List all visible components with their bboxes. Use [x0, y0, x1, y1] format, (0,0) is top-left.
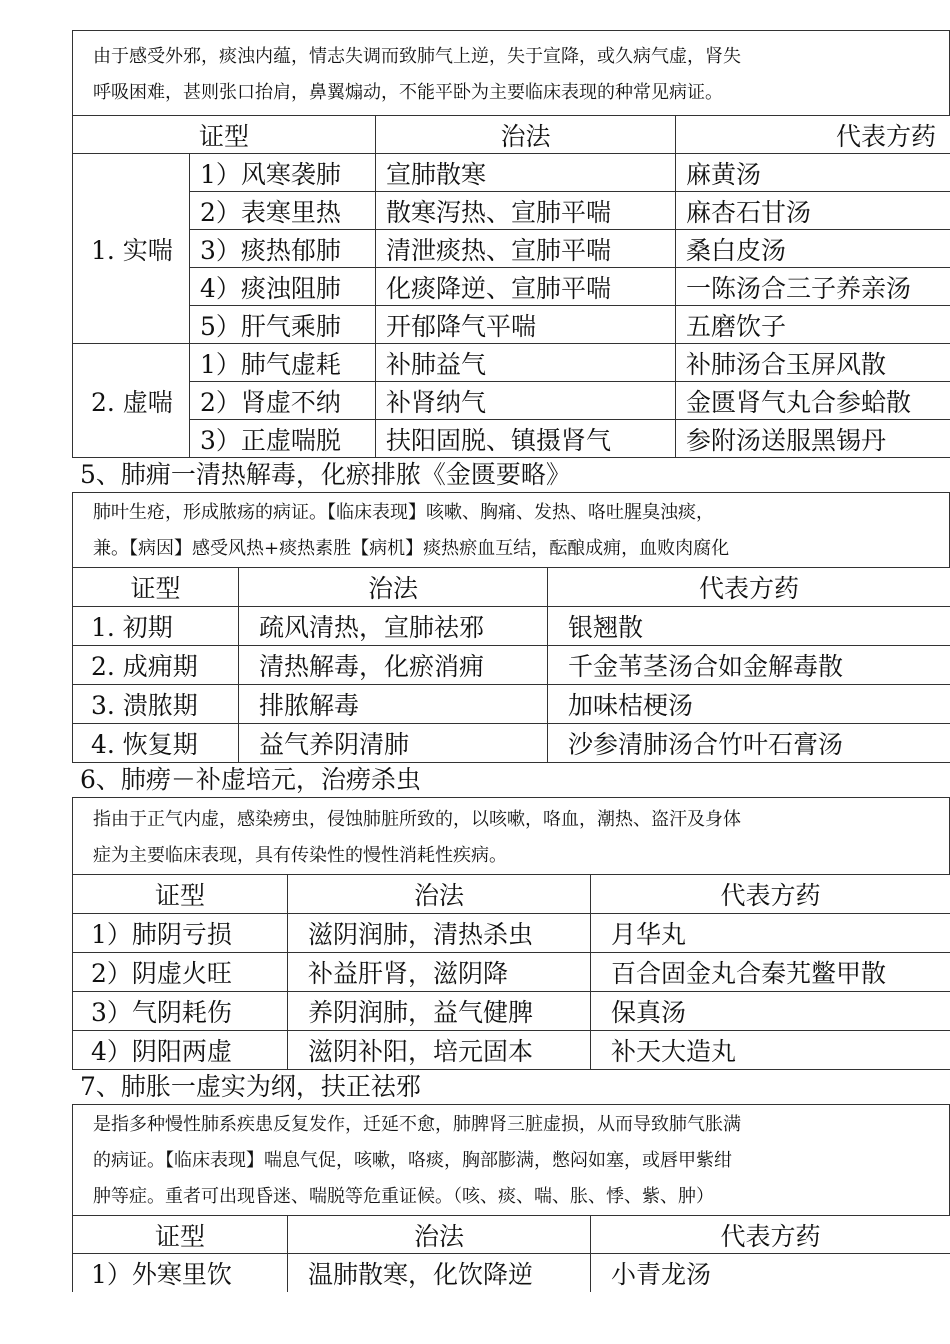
- cell-type: 2）阴虚火旺: [73, 953, 288, 992]
- page: [72, 30, 950, 1292]
- cell-method: 清泄痰热、宣肺平喘: [376, 230, 676, 268]
- cell-formula: 银翘散: [548, 607, 950, 646]
- cell-type: 1）风寒袭肺: [190, 154, 376, 192]
- table-row: [73, 420, 950, 458]
- cell-type: 4. 恢复期: [73, 724, 239, 763]
- section4-table: [72, 115, 950, 458]
- intro-line: 兼。【病因】感受风热+痰热素胜【病机】痰热瘀血互结，酝酿成痈，血败肉腐化: [93, 538, 730, 559]
- section6-intro: [72, 797, 950, 874]
- table-row: [73, 914, 950, 953]
- cell-formula: 补天大造丸: [591, 1031, 950, 1070]
- cell-method: 补肺益气: [376, 344, 676, 382]
- cell-type: 1）肺气虚耗: [190, 344, 376, 382]
- cell-type: 5）肝气乘肺: [190, 306, 376, 344]
- cell-type: 2）表寒里热: [190, 192, 376, 230]
- cell-method: 扶阳固脱、镇摄肾气: [376, 420, 676, 458]
- cell-formula: 保真汤: [591, 992, 950, 1031]
- table-row: [73, 1254, 950, 1293]
- cell-method: 补肾纳气: [376, 382, 676, 420]
- cell-method: 疏风清热，宣肺祛邪: [239, 607, 548, 646]
- cell-type: 1）肺阴亏损: [73, 914, 288, 953]
- cell-method: 温肺散寒，化饮降逆: [288, 1254, 591, 1293]
- cell-type: 4）阴阳两虚: [73, 1031, 288, 1070]
- cell-type: 3）气阴耗伤: [73, 992, 288, 1031]
- table-row: [73, 344, 950, 382]
- cell-type: 2. 成痈期: [73, 646, 239, 685]
- cell-method: 补益肝肾，滋阴降: [288, 953, 591, 992]
- cell-formula: 参附汤送服黑锡丹: [676, 420, 950, 458]
- cell-method: 滋阴润肺，清热杀虫: [288, 914, 591, 953]
- cell-formula: 沙参清肺汤合竹叶石膏汤: [548, 724, 950, 763]
- cell-type: 1. 初期: [73, 607, 239, 646]
- cell-method: 化痰降逆、宣肺平喘: [376, 268, 676, 306]
- intro-line: 症为主要临床表现，具有传染性的慢性消耗性疾病。: [93, 845, 507, 866]
- section6-title: 6、肺痨－补虚培元，治痨杀虫: [80, 765, 421, 794]
- cell-formula: 千金苇茎汤合如金解毒散: [548, 646, 950, 685]
- cell-formula: 五磨饮子: [676, 306, 950, 344]
- header-formula: 代表方药: [676, 116, 950, 154]
- table-header-row: [73, 1216, 950, 1254]
- table-row: [73, 382, 950, 420]
- cell-formula: 小青龙汤: [591, 1254, 950, 1293]
- table-row: [73, 230, 950, 268]
- header-type: 证型: [73, 1216, 288, 1254]
- cell-method: 宣肺散寒: [376, 154, 676, 192]
- cell-formula: 加味桔梗汤: [548, 685, 950, 724]
- intro-line: 的病证。【临床表现】喘息气促，咳嗽，咯痰，胸部膨满，憋闷如塞，或唇甲紫绀: [93, 1150, 732, 1171]
- section5-title: 5、肺痈一清热解毒，化瘀排脓《金匮要略》: [80, 460, 571, 489]
- cell-formula: 桑白皮汤: [676, 230, 950, 268]
- table-row: [73, 154, 950, 192]
- cell-type: 2）肾虚不纳: [190, 382, 376, 420]
- table-row: [73, 192, 950, 230]
- header-method: 治法: [376, 116, 676, 154]
- table-row: [73, 646, 950, 685]
- table-row: [73, 724, 950, 763]
- section6-table: [72, 874, 950, 1070]
- cell-type: 3）痰热郁肺: [190, 230, 376, 268]
- intro-line: 是指多种慢性肺系疾患反复发作，迁延不愈，肺脾肾三脏虚损，从而导致肺气胀满: [93, 1114, 741, 1135]
- cell-method: 养阴润肺，益气健脾: [288, 992, 591, 1031]
- cell-formula: 金匮肾气丸合参蛤散: [676, 382, 950, 420]
- cell-method: 散寒泻热、宣肺平喘: [376, 192, 676, 230]
- cell-type: 1）外寒里饮: [73, 1254, 288, 1293]
- table-row: [73, 953, 950, 992]
- group-label: 2. 虚喘: [73, 344, 190, 458]
- table-header-row: [73, 116, 950, 154]
- table-header-row: [73, 875, 950, 914]
- cell-formula: 月华丸: [591, 914, 950, 953]
- cell-type: 3. 溃脓期: [73, 685, 239, 724]
- table-row: [73, 306, 950, 344]
- cell-type: 4）痰浊阻肺: [190, 268, 376, 306]
- table-row: [73, 992, 950, 1031]
- table-row: [73, 607, 950, 646]
- header-type: 证型: [73, 875, 288, 914]
- group-label: 1. 实喘: [73, 154, 190, 344]
- cell-method: 排脓解毒: [239, 685, 548, 724]
- table-row: [73, 268, 950, 306]
- cell-formula: 一陈汤合三子养亲汤: [676, 268, 950, 306]
- cell-formula: 补肺汤合玉屏风散: [676, 344, 950, 382]
- intro-line: 肿等症。重者可出现昏迷、喘脱等危重证候。（咳、痰、喘、胀、悸、紫、肿）: [93, 1186, 714, 1207]
- section5-intro: [72, 492, 950, 567]
- cell-formula: 百合固金丸合秦艽鳖甲散: [591, 953, 950, 992]
- header-formula: 代表方药: [548, 568, 950, 607]
- section7-title: 7、肺胀一虚实为纲，扶正祛邪: [80, 1072, 421, 1101]
- cell-formula: 麻杏石甘汤: [676, 192, 950, 230]
- header-method: 治法: [288, 875, 591, 914]
- table-header-row: [73, 568, 950, 607]
- cell-method: 益气养阴清肺: [239, 724, 548, 763]
- cell-formula: 麻黄汤: [676, 154, 950, 192]
- table-row: [73, 685, 950, 724]
- intro-line: 由于感受外邪，痰浊内蕴，情志失调而致肺气上逆，失于宣降，或久病气虚，肾失: [93, 46, 741, 67]
- intro-line: 肺叶生疮，形成脓疡的病证。【临床表现】咳嗽、胸痛、发热、咯吐腥臭浊痰，: [93, 502, 714, 523]
- header-type: 证型: [73, 116, 376, 154]
- cell-type: 3）正虚喘脱: [190, 420, 376, 458]
- section4-intro: [72, 30, 950, 115]
- cell-method: 滋阴补阳，培元固本: [288, 1031, 591, 1070]
- intro-line: 指由于正气内虚，感染痨虫，侵蚀肺脏所致的，以咳嗽，咯血，潮热、盗汗及身体: [93, 809, 741, 830]
- intro-line: 呼吸困难，甚则张口抬肩，鼻翼煽动，不能平卧为主要临床表现的种常见病证。: [93, 82, 723, 103]
- cell-method: 开郁降气平喘: [376, 306, 676, 344]
- header-formula: 代表方药: [591, 875, 950, 914]
- section5-table: [72, 567, 950, 763]
- cell-method: 清热解毒，化瘀消痈: [239, 646, 548, 685]
- header-formula: 代表方药: [591, 1216, 950, 1254]
- section7-intro: [72, 1104, 950, 1215]
- header-method: 治法: [239, 568, 548, 607]
- section7-table: [72, 1215, 950, 1292]
- header-method: 治法: [288, 1216, 591, 1254]
- header-type: 证型: [73, 568, 239, 607]
- table-row: [73, 1031, 950, 1070]
